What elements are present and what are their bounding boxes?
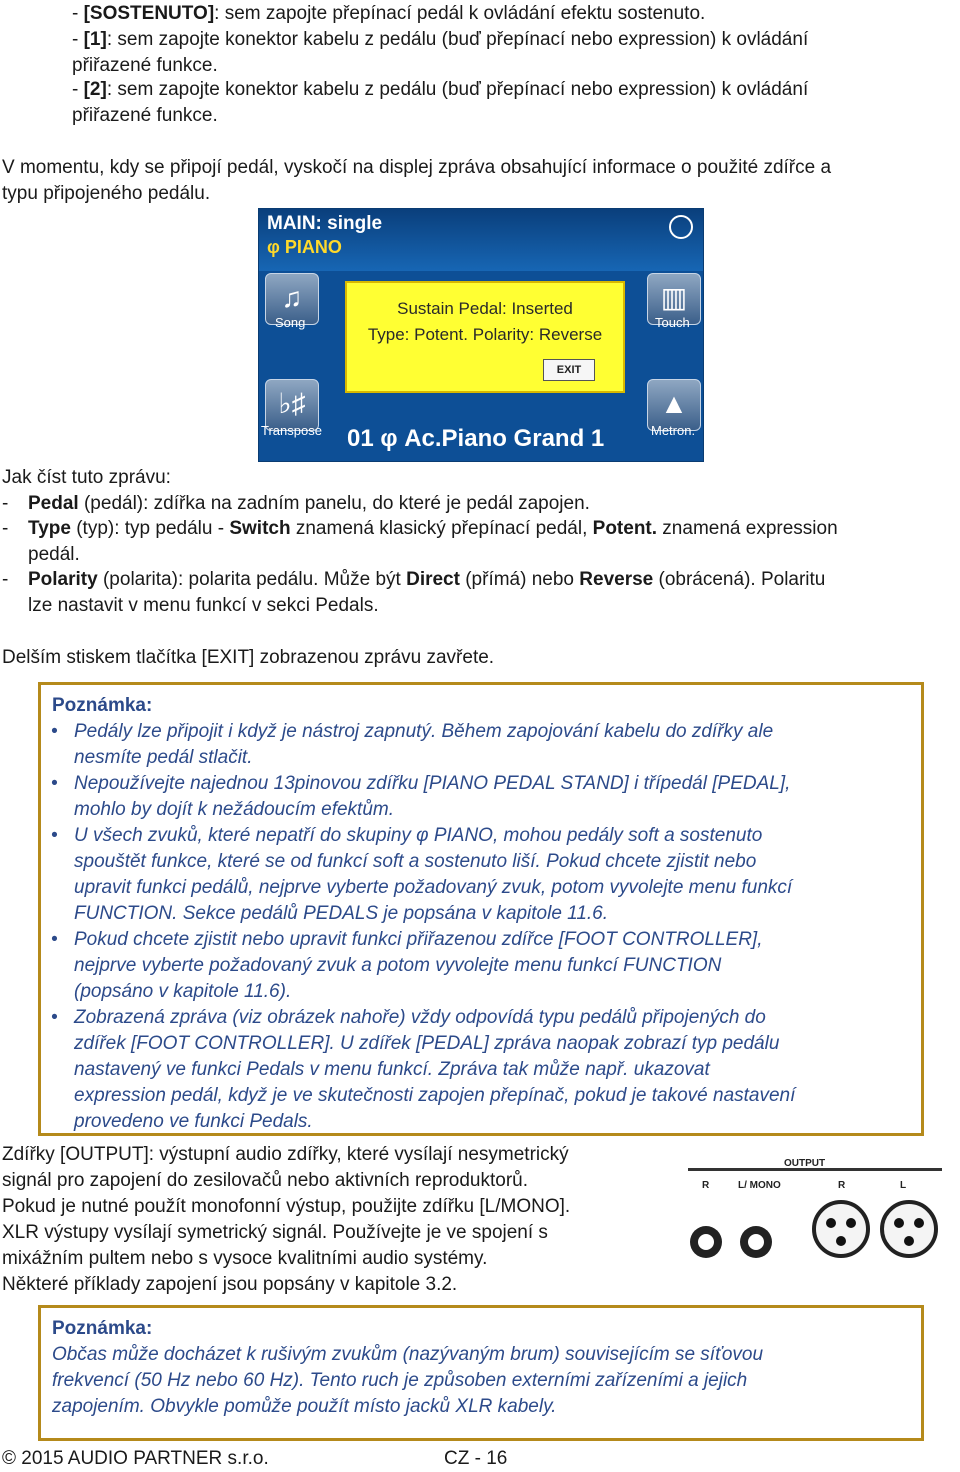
metronome-label: Metron. xyxy=(651,423,696,438)
clock-icon xyxy=(669,215,693,239)
current-voice: 01 φ Ac.Piano Grand 1 xyxy=(347,425,605,452)
howto-pedal: Pedal (pedál): zdířka na zadním panelu, do které je pedál zapojen. xyxy=(28,493,590,514)
howto-title: Jak číst tuto zprávu: xyxy=(2,467,171,488)
note-1-item-5: Zobrazená zpráva (viz obrázek nahoře) vždy odpovídá typu pedálů připojených do zdířek [FOOT CONTROLLER]. U zdířek [PEDAL] zpráva naopak zobrazí typ pedálu nastavený ve funkci Pedals v menu funkcí. Zpráva tak může např. ukazovat expression pedál, když je ve skutečnosti zapojen přepínač, pokud je takové nastavení provedeno ve funkci Pedals. xyxy=(74,1007,796,1132)
note-1-item-1: Pedály lze připojit i když je nástroj zapnutý. Během zapojování kabelu do zdířky ale nesmíte pedál stlačit. xyxy=(74,721,774,768)
note-1-title: Poznámka: xyxy=(52,695,153,716)
screen-mode: MAIN: single xyxy=(267,213,383,234)
top-item-1: - [1]: sem zapojte konektor kabelu z pedálu (buď přepínací nebo expression) k ovládání přiřazené funkce. xyxy=(72,29,809,76)
output-panel-title: OUTPUT xyxy=(784,1158,826,1169)
music-note-icon: ♫ xyxy=(281,282,303,313)
howto-type: Type (typ): typ pedálu - Switch znamená klasický přepínací pedál, Potent. znamená expression pedál. xyxy=(28,518,838,565)
display-screenshot xyxy=(258,208,704,462)
note-box-2 xyxy=(38,1305,924,1441)
exit-button[interactable]: EXIT xyxy=(543,359,595,381)
term-2: [2] xyxy=(83,79,107,100)
footer-page: CZ - 16 xyxy=(444,1448,508,1469)
intro-paragraph: V momentu, kdy se připojí pedál, vyskočí na displej zpráva obsahující informace o použité zdířce a typu připojeného pedálu. xyxy=(2,157,832,204)
howto-polarity: Polarity (polarita): polarita pedálu. Může být Direct (přímá) nebo Reverse (obrácená). Polaritu lze nastavit v menu funkcí v sekci Pedals. xyxy=(28,569,826,616)
note-2-text: Občas může docházet k rušivým zvukům (nazývaným brum) souvisejícím se síťovou frekvencí (50 Hz nebo 60 Hz). Tento ruch je způsoben externími zařízeními a jejich zapojením. Obvykle pomůže použít místo jacků XLR kabely. xyxy=(52,1344,764,1417)
touch-label: Touch xyxy=(655,315,690,330)
output-paragraph: Zdířky [OUTPUT]: výstupní audio zdířky, které vysílají nesymetrický signál pro zapojení do zesilovačů nebo aktivních reproduktorů. Pokud je nutné použít monofonní výstup, použijte zdířku [L/MONO]. XLR výstupy vysílají symetrický signál. Používejte je ve spojení s mixážním pultem nebo s vysoce kvalitními audio systémy. Některé příklady zapojení jsou popsány v kapitole 3.2. xyxy=(2,1144,571,1295)
exit-instruction: Delším stiskem tlačítka [EXIT] zobrazenou zprávu zavřete. xyxy=(2,647,495,668)
xlr-r xyxy=(812,1200,870,1258)
note-1-item-3: U všech zvuků, které nepatří do skupiny φ PIANO, mohou pedály soft a sostenuto spouštět funkce, které se od funkcí soft a sostenuto liší. Pokud chcete zjistit nebo upravit funkci pedálů, nejprve vyberte požadovaný zvuk, potom vyvolejte menu funkcí FUNCTION. Sekce pedálů PEDALS je popsána v kapitole 11.6. xyxy=(74,825,793,924)
keyboard-icon: ▥ xyxy=(660,282,688,313)
xlr-l xyxy=(880,1200,938,1258)
term-sostenuto: [SOSTENUTO] xyxy=(83,3,215,24)
popup-line-1: Sustain Pedal: Inserted xyxy=(397,299,573,318)
term-1: [1] xyxy=(83,29,107,50)
screen-voice-category: φ PIANO xyxy=(267,237,342,257)
transpose-label: Transpose xyxy=(261,423,322,438)
note-box-1 xyxy=(38,682,924,1136)
jack-r xyxy=(690,1226,722,1258)
footer-copyright: © 2015 AUDIO PARTNER s.r.o. xyxy=(2,1448,269,1469)
top-item-sostenuto: - [SOSTENUTO]: sem zapojte přepínací pedál k ovládání efektu sostenuto. xyxy=(72,3,706,24)
howto-list: - Pedal (pedál): zdířka na zadním panelu, do které je pedál zapojen. - Type (typ): typ pedálu - Switch znamená klasický přepínací pedál, Potent. znamená expression pedál. - Polarity (polarita): polarita pedálu. Může být Direct (přímá) nebo Reverse (obrácená). Polaritu lze nastavit v menu funkcí v sekci Pedals. xyxy=(2,491,958,621)
jack-l-mono xyxy=(740,1226,772,1258)
top-item-2: - [2]: sem zapojte konektor kabelu z pedálu (buď přepínací nebo expression) k ovládání přiřazené funkce. xyxy=(72,79,809,126)
note-1-list: • Pedály lze připojit i když je nástroj zapnutý. Během zapojování kabelu do zdířky ale nesmíte pedál stlačit. • Nepoužívejte najednou 13pinovou zdířku [PIANO PEDAL STAND] i třípedál [PEDAL], mohlo by dojít k nežádoucím efektům. • U všech zvuků, které nepatří do skupiny φ PIANO, mohou pedály soft a sostenuto spouštět funkce, které se od funkcí soft a sostenuto liší. Pokud chcete zjistit nebo upravit funkci pedálů, nejprve vyberte požadovaný zvuk, potom vyvolejte menu funkcí FUNCTION. Sekce pedálů PEDALS je popsána v kapitole 11.6. • Pokud chcete zjistit nebo upravit funkci přiřazenou zdířce [FOOT CONTROLLER], nejprve vyberte požadovaný zvuk a potom vyvolejte menu funkcí FUNCTION (popsáno v kapitole 11.6). • Zobrazená zpráva (viz obrázek nahoře) vždy odpovídá typu pedálů připojených do zdířek [FOOT CONTROLLER]. U zdířek [PEDAL] zpráva naopak zobrazí typ pedálu nastavený ve funkci Pedals v menu funkcí. Zpráva tak může např. ukazovat expression pedál, když je ve skutečnosti zapojen přepínač, pokud je takové nastavení provedeno ve funkci Pedals. xyxy=(41,719,921,1129)
popup-line-2: Type: Potent. Polarity: Reverse xyxy=(367,325,603,344)
note-2-title: Poznámka: xyxy=(52,1318,153,1339)
pedal-message-popup xyxy=(345,281,625,393)
metronome-icon: ▲ xyxy=(660,388,688,419)
song-label: Song xyxy=(275,315,306,330)
output-panel-image: OUTPUT R L/ MONO R L xyxy=(688,1158,942,1266)
note-1-item-4: Pokud chcete zjistit nebo upravit funkci přiřazenou zdířce [FOOT CONTROLLER], nejprve vyberte požadovaný zvuk a potom vyvolejte menu funkcí FUNCTION (popsáno v kapitole 11.6). xyxy=(74,929,763,1002)
note-1-item-2: Nepoužívejte najednou 13pinovou zdířku [PIANO PEDAL STAND] i třípedál [PEDAL], mohlo by dojít k nežádoucím efektům. xyxy=(74,773,791,820)
flat-sharp-icon: ♭♯ xyxy=(278,388,306,419)
